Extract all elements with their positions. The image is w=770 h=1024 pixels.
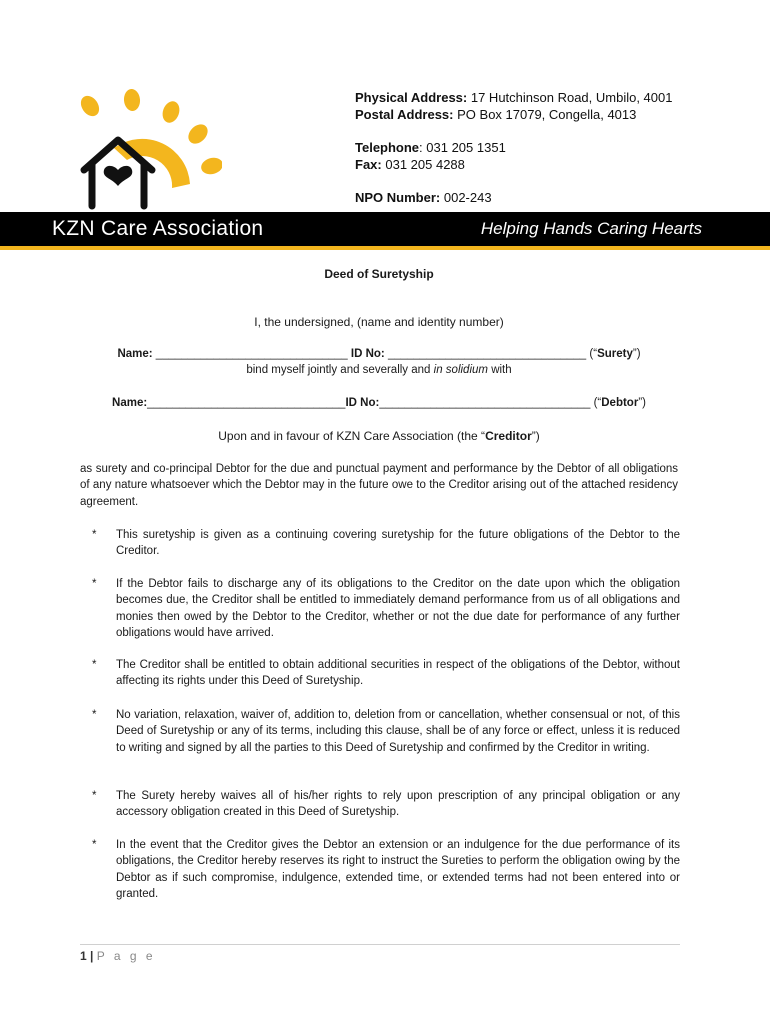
intro-line: I, the undersigned, (name and identity number) [254, 315, 504, 329]
document-title: Deed of Suretyship [324, 267, 434, 281]
clause-6: * In the event that the Creditor gives the Debtor an extension or an indulgence for the due performance of its obligations, the Creditor hereby reserves its right to instruct the Sureties to perform the obligation owing by the Debtor as if such compromise, indulgence, extended time, or extended terms had not been entered into or granted. [92, 839, 680, 900]
tagline: Helping Hands Caring Hearts [480, 219, 702, 238]
clause-4: * No variation, relaxation, waiver of, addition to, deletion from or cancellation, whether consensual or not, of this Deed of Suretyship or any of its terms, including this clause, shall be of any force or effect, unless it is reduced to writing and signed by all the parties to this Deed of Suretyship and confirmed by the Creditor in writing. [92, 709, 680, 754]
debtor-id-blank[interactable]: _________________________________ [379, 397, 591, 409]
page-label: P a g e [96, 949, 156, 963]
clause-5: * The Surety hereby waives all of his/her rights to rely upon prescription of any principal obligation or any accessory obligation created in this Deed of Suretyship. [92, 790, 680, 819]
clause-2: * If the Debtor fails to discharge any of its obligations to the Creditor on the date upon which the obligation becomes due, the Creditor shall be entitled to immediately demand performance from us of all obligations and monies then owed by the Debtor to the Creditor, whether or not the due date for performance of any further obligations would have arrived. [92, 578, 680, 639]
contact-details [355, 89, 672, 206]
postal-address: Postal Address: PO Box 17079, Congella, 4013 [355, 107, 637, 122]
footer-divider [80, 944, 680, 945]
bullet-icon: * [92, 790, 97, 802]
favour-line: Upon and in favour of KZN Care Association (the “Creditor”) [218, 429, 540, 443]
organization-name: KZN Care Association [52, 217, 264, 240]
page-footer: 1 | P a g e [80, 949, 156, 963]
physical-address: Physical Address: 17 Hutchinson Road, Umbilo, 4001 [355, 90, 673, 105]
main-paragraph: as surety and co-principal Debtor for the due and punctual payment and performance by the Debtor of all obligations of any nature whatsoever which the Debtor may in the future owe to the Creditor arising out of the attached residency agreement. [80, 463, 678, 508]
surety-id-blank[interactable]: _______________________________ [387, 348, 587, 360]
bind-line: bind myself jointly and severally and in solidium with [246, 364, 512, 376]
clause-1: * This suretyship is given as a continuing covering suretyship for the future obligations of the Debtor to the Creditor. [92, 529, 680, 558]
fax: Fax: 031 205 4288 [355, 157, 465, 172]
bullet-icon: * [92, 659, 97, 671]
house-with-heart-and-sun-icon [72, 88, 222, 214]
bullet-icon: * [92, 529, 97, 541]
bullet-icon: * [92, 839, 97, 851]
surety-name-blank[interactable]: ______________________________ [155, 348, 348, 360]
header-banner [0, 212, 770, 250]
npo-number: NPO Number: 002-243 [355, 190, 492, 205]
surety-line: Name: ______________________________ ID No: _______________________________ (“Surety”) [117, 348, 641, 360]
sun-rays [77, 88, 222, 188]
telephone: Telephone: 031 205 1351 [355, 140, 506, 155]
debtor-line: Name:_______________________________ID No:_________________________________ (“Debtor”) [112, 397, 646, 409]
bullet-icon: * [92, 578, 97, 590]
clause-3: * The Creditor shall be entitled to obtain additional securities in respect of the obligations of the Debtor, without affecting its rights under this Deed of Suretyship. [92, 659, 680, 688]
page-number: 1 [80, 949, 87, 963]
bullet-icon: * [92, 709, 97, 721]
debtor-name-blank[interactable]: _______________________________ [147, 397, 346, 409]
